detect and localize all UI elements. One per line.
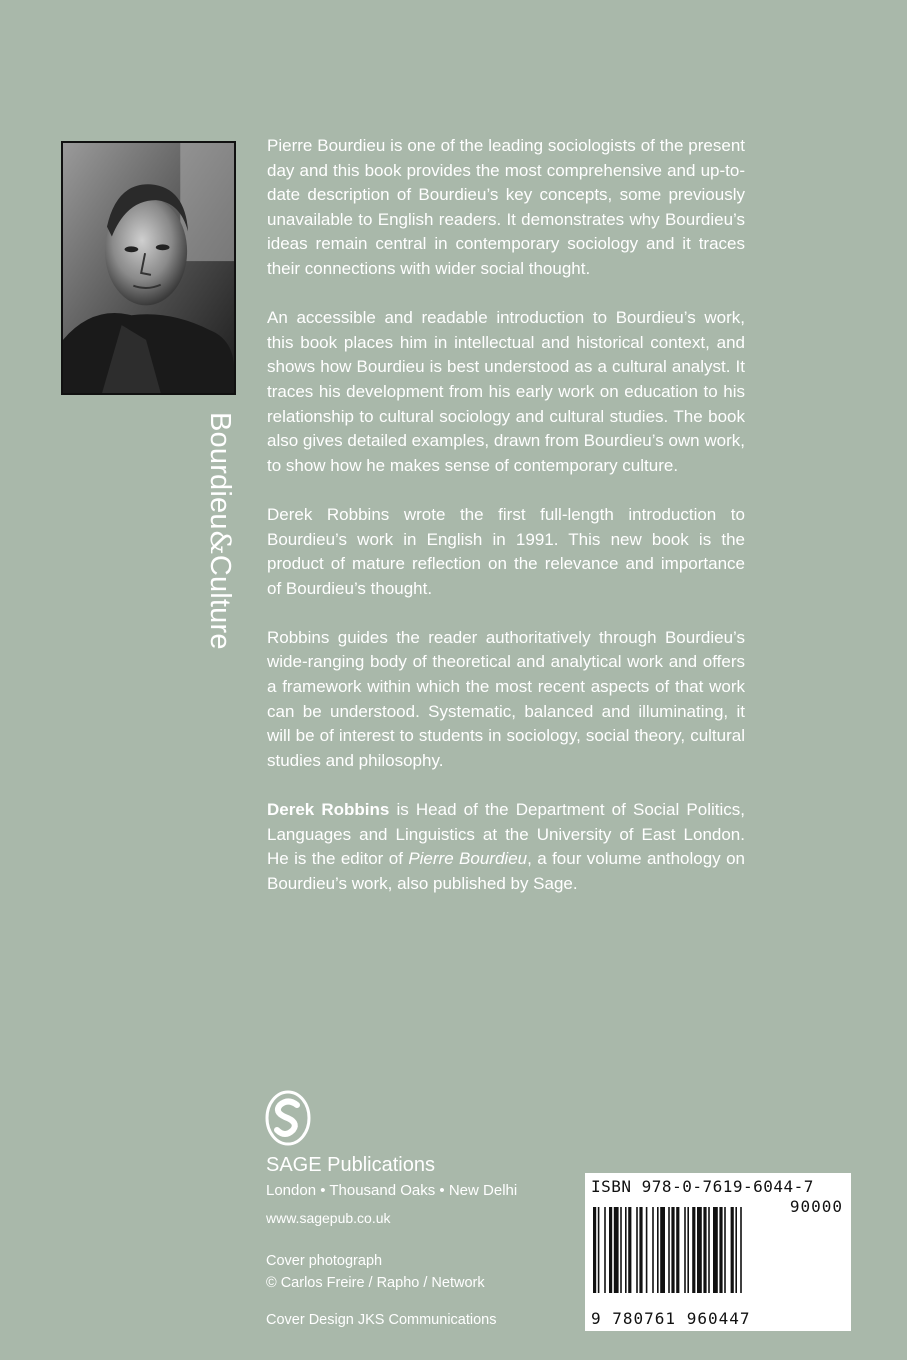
author-bio-text-1: is Head of the Department of Social Politics, Languages and Linguistics at the University of East London. He is the editor of <box>267 800 745 869</box>
author-bio <box>267 798 745 896</box>
spine-title-part1: Bourdieu <box>204 412 236 530</box>
spine-title <box>202 412 238 650</box>
description-paragraph-2: An accessible and readable introduction to Bourdieu’s work, this book places him in intellectual and historical context, and shows how Bourdieu is best understood as a cultural analyst. It traces his development from his early work on education to his relationship to cultural sociology and cultural studies. The book also gives detailed examples, drawn from Bourdieu’s own work, to show how he makes sense of contemporary culture. <box>267 308 745 475</box>
spine-title-part2: Culture <box>204 554 236 650</box>
sage-logo-icon <box>265 1090 311 1146</box>
publisher-name: SAGE Publications <box>266 1154 435 1176</box>
book-description <box>267 134 745 921</box>
author-portrait <box>61 141 236 395</box>
ean-number: 9 780761 960447 <box>591 1309 751 1328</box>
photo-credit-names: © Carlos Freire / Rapho / Network <box>266 1275 485 1291</box>
price-code: 90000 <box>789 1197 843 1216</box>
author-bio-book-title: Pierre Bourdieu <box>408 849 528 869</box>
isbn-text: ISBN 978-0-7619-6044-7 <box>591 1177 814 1196</box>
description-paragraph-1: Pierre Bourdieu is one of the leading sociologists of the present day and this book provides the most comprehensive and up-to-date description of Bourdieu’s key concepts, some previously unavailable to English readers. It demonstrates why Bourdieu’s ideas remain central in contemporary sociology and it traces their connections with wider social thought. <box>267 136 745 278</box>
description-paragraph-3: Derek Robbins wrote the first full-length introduction to Bourdieu’s work in English in 1991. This new book is the product of mature reflection on the relevance and importance of Bourdieu’s thought. <box>267 504 745 598</box>
description-paragraph-4: Robbins guides the reader authoritatively through Bourdieu’s wide-ranging body of theoretical and analytical work and offers a framework within which the most recent aspects of that work can be understood. Systematic, balanced and illuminating, it will be of interest to students in sociology, social theory, cultural studies and philosophy. <box>267 627 745 770</box>
publisher-url: www.sagepub.co.uk <box>266 1210 391 1226</box>
author-bio-text-2: , a four volume anthology on Bourdieu’s work, also published by Sage. <box>267 849 745 893</box>
spine-title-ampersand: & <box>204 529 237 555</box>
publisher-locations: London • Thousand Oaks • New Delhi <box>266 1182 518 1199</box>
photo-credit-label: Cover photograph <box>266 1253 383 1269</box>
publisher-block <box>266 1152 517 1202</box>
barcode-block <box>585 1173 851 1331</box>
design-credit: Cover Design JKS Communications <box>266 1312 497 1328</box>
author-portrait-image <box>63 143 234 393</box>
author-bio-name: Derek Robbins <box>267 800 390 820</box>
barcode-icon <box>593 1199 841 1307</box>
photo-credit <box>266 1250 485 1294</box>
